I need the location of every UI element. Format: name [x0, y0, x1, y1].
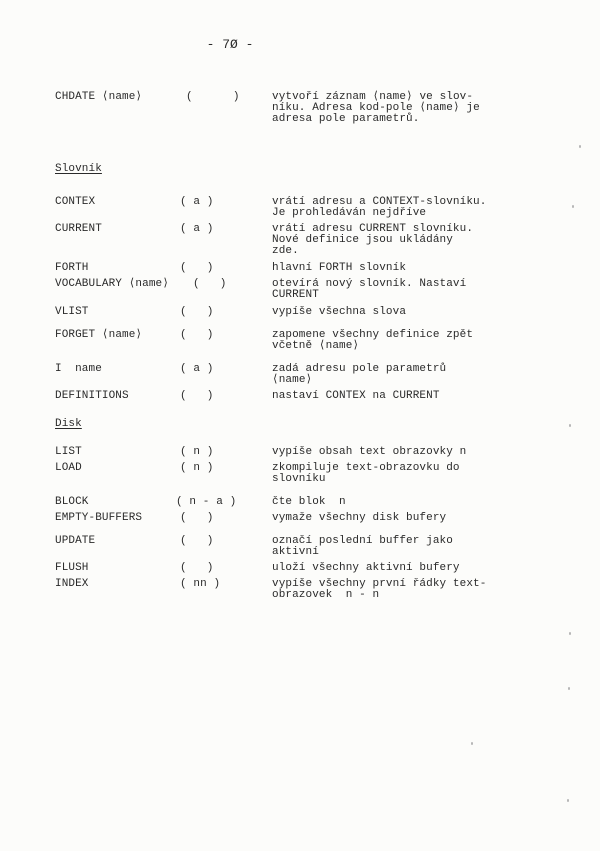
disk-name-index: INDEX: [55, 578, 89, 590]
slovnik-desc-definitions: nastaví CONTEX na CURRENT: [272, 390, 440, 402]
disk-desc-flush: uloží všechny aktivní bufery: [272, 562, 460, 574]
disk-stack-load: ( n ): [180, 462, 214, 474]
scan-speck: [471, 742, 473, 745]
disk-stack-index: ( nn ): [180, 578, 221, 590]
disk-stack-block: ( n - a ): [176, 496, 237, 508]
disk-name-load: LOAD: [55, 462, 82, 474]
slovnik-stack-i-name: ( a ): [180, 363, 214, 375]
slovnik-name-vlist: VLIST: [55, 306, 89, 318]
slovnik-desc-forth: hlavní FORTH slovník: [272, 262, 407, 274]
slovnik-name-forget: FORGET ⟨name⟩: [55, 329, 143, 341]
slovnik-name-current: CURRENT: [55, 223, 102, 235]
scan-speck: [579, 145, 581, 148]
slovnik-stack-vocabulary: ( ): [193, 278, 227, 290]
disk-desc-load-line1: zkompiluje text-obrazovku do: [272, 462, 460, 474]
entry-name-chdate: CHDATE ⟨name⟩: [55, 91, 143, 103]
disk-name-update: UPDATE: [55, 535, 96, 547]
slovnik-stack-current: ( a ): [180, 223, 214, 235]
disk-desc-update-line1: označí poslední buffer jako: [272, 535, 453, 547]
slovnik-name-forth: FORTH: [55, 262, 89, 274]
disk-stack-empty-buffers: ( ): [180, 512, 214, 524]
entry-stack-chdate: ( ): [186, 91, 240, 103]
slovnik-desc-i-name-line2: ⟨name⟩: [272, 374, 313, 386]
slovnik-desc-current-line3: zde.: [272, 245, 299, 257]
disk-name-block: BLOCK: [55, 496, 89, 508]
section-title-slovnik: Slovník: [55, 163, 102, 175]
disk-name-flush: FLUSH: [55, 562, 89, 574]
scan-speck: [569, 424, 571, 427]
disk-name-list: LIST: [55, 446, 82, 458]
slovnik-name-contex: CONTEX: [55, 196, 96, 208]
page-number: - 7Ø -: [206, 37, 254, 52]
slovnik-desc-forget-line2: včetně ⟨name⟩: [272, 340, 360, 352]
disk-desc-index-line2: obrazovek n - n: [272, 589, 380, 601]
disk-desc-load-line2: slovníku: [272, 473, 326, 485]
disk-stack-flush: ( ): [180, 562, 214, 574]
slovnik-desc-i-name-line1: zadá adresu pole parametrů: [272, 363, 447, 375]
slovnik-stack-forth: ( ): [180, 262, 214, 274]
slovnik-name-definitions: DEFINITIONS: [55, 390, 129, 402]
scan-speck: [572, 205, 574, 208]
section-title-disk: Disk: [55, 418, 82, 430]
slovnik-desc-contex-line1: vrátí adresu a CONTEXT-slovníku.: [272, 196, 487, 208]
slovnik-stack-forget: ( ): [180, 329, 214, 341]
disk-name-empty-buffers: EMPTY-BUFFERS: [55, 512, 143, 524]
scan-speck: [569, 632, 571, 635]
entry-desc-chdate-line2: níku. Adresa kod-pole ⟨name⟩ je: [272, 102, 480, 114]
slovnik-name-vocabulary: VOCABULARY ⟨name⟩: [55, 278, 169, 290]
entry-desc-chdate-line1: vytvoří záznam ⟨name⟩ ve slov-: [272, 91, 474, 103]
disk-desc-index-line1: vypíše všechny první řádky text-: [272, 578, 487, 590]
disk-desc-block: čte blok n: [272, 496, 346, 508]
slovnik-desc-vocabulary-line1: otevírá nový slovník. Nastaví: [272, 278, 467, 290]
slovnik-stack-contex: ( a ): [180, 196, 214, 208]
disk-stack-update: ( ): [180, 535, 214, 547]
slovnik-desc-current-line1: vrátí adresu CURRENT slovníku.: [272, 223, 474, 235]
disk-desc-empty-buffers: vymaže všechny disk bufery: [272, 512, 447, 524]
scan-speck: [568, 687, 570, 690]
slovnik-desc-vlist: vypíše všechna slova: [272, 306, 407, 318]
slovnik-desc-current-line2: Nové definice jsou ukládány: [272, 234, 453, 246]
slovnik-desc-forget-line1: zapomene všechny definice zpět: [272, 329, 474, 341]
entry-desc-chdate-line3: adresa pole parametrů.: [272, 113, 420, 125]
slovnik-desc-vocabulary-line2: CURRENT: [272, 289, 319, 301]
disk-desc-update-line2: aktivní: [272, 546, 319, 558]
slovnik-stack-definitions: ( ): [180, 390, 214, 402]
slovnik-desc-contex-line2: Je prohledáván nejdříve: [272, 207, 427, 219]
slovnik-stack-vlist: ( ): [180, 306, 214, 318]
slovnik-name-i-name: I name: [55, 363, 102, 375]
scan-speck: [567, 799, 569, 802]
disk-stack-list: ( n ): [180, 446, 214, 458]
disk-desc-list: vypíše obsah text obrazovky n: [272, 446, 467, 458]
